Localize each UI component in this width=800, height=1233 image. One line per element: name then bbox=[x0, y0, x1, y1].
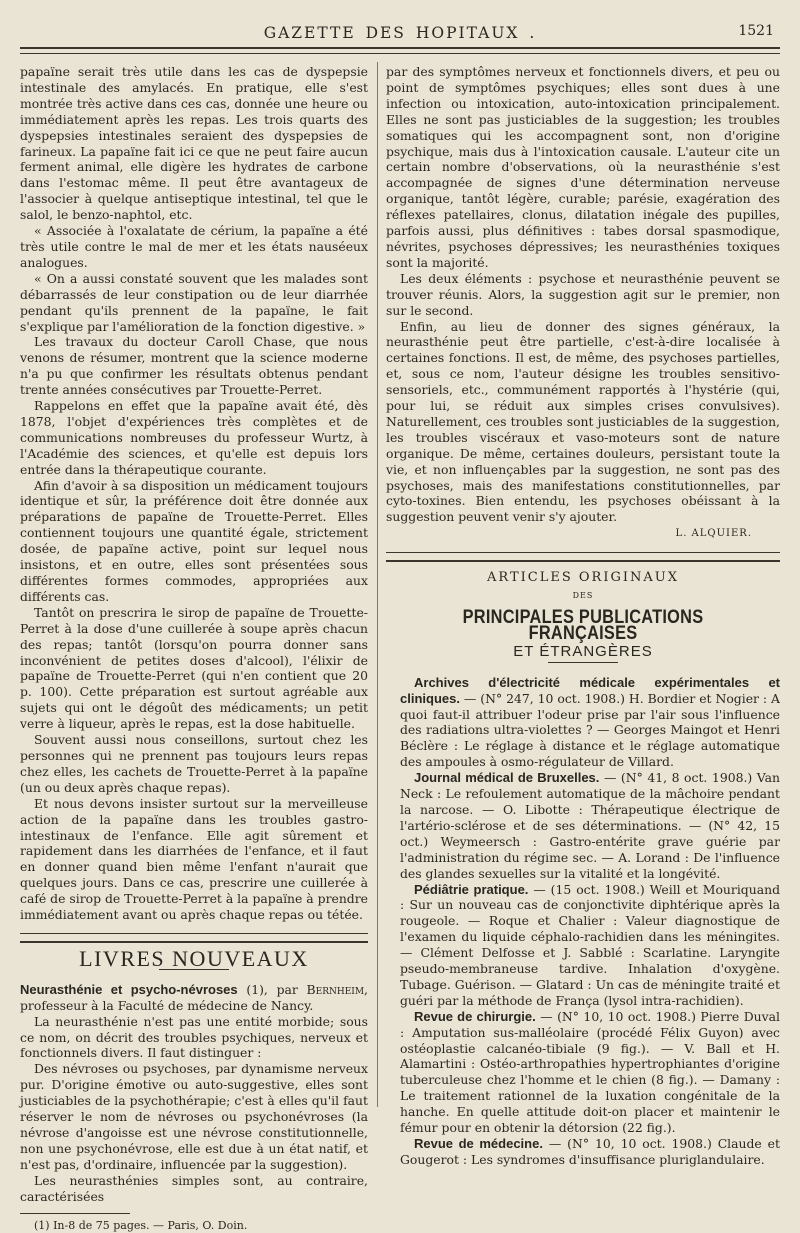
journal-name: Journal médical de Bruxelles. bbox=[414, 770, 600, 786]
book-reference bbox=[20, 982, 368, 1014]
paragraph: Afin d'avoir à sa disposition un médicament toujours identique et sûr, la préférence doit être donnée aux préparations de papaïne de Trouette-Perret. Elles contiennent toujours une quantité égale, strictement dosée, de papaïne active, point sur lequel nous insistons, et en outre, elles sont présentées sous différentes formes commodes, appropriées aux différents cas. bbox=[20, 477, 368, 604]
paragraph: Tantôt on prescrira le sirop de papaïne de Trouette-Perret à la dose d'une cuillerée à soupe après chacun des repas; tantôt (lorsqu'on pourra donner sans inconvénient de petites doses d'alcool), l'élixir de papaïne de Trouette-Perret (qui n'en contient que 20 p. 100). Cette préparation est surtout agréable aux sujets qui ont le dégoût des médicaments; un petit verre à liqueur, après le repas, est la dose habituelle. bbox=[20, 604, 368, 732]
paragraph: Enfin, au lieu de donner des signes généraux, la neurasthénie peut être partielle, c'est-à-dire localisée à certaines fonctions. Il est, de même, des psychoses partielles, et, sous ce nom, l'auteur désigne les troubles sensitivo-sensoriels, etc., communément rapportés à l'hystérie (qui, pour lui, se réduit aux simples crises convulsives). Naturellement, ces troubles sont justiciables de la suggestion, les troubles viscéraux et vaso-moteurs sont de nature organique. De même, certaines douleurs, persistant toute la vie, et non influençables par la suggestion, ne sont pas des psychoses, mais des manifestations constitutionnelles, par cyto-toxines. Bien entendu, les psychoses obéissant à la suggestion peuvent venir s'y ajouter. bbox=[386, 318, 780, 525]
paragraph: Et nous devons insister surtout sur la merveilleuse action de la papaïne dans les troubles gastro-intestinaux de l'enfance. Elle agit sûrement et rapidement dans les diarrhées de l'enfance, et il faut en donner quand bien même l'enfant n'aurait que quelques jours. Dans ce cas, prescrire une cuillerée à café de sirop de Trouette-Perret à la papaïne à prendre immédiatement avant ou après chaque repas ou tétée. bbox=[20, 795, 368, 923]
journal-name: Archives d'électricité médicale expérimentales et cliniques. bbox=[400, 674, 780, 706]
section-divider bbox=[386, 552, 780, 562]
publication-entry bbox=[386, 1009, 780, 1136]
paragraph: Des névroses ou psychoses, par dynamisme nerveux pur. D'origine émotive ou auto-suggestive, elles sont justiciables de la psychothérapie; c'est à elles qu'il faut réserver le nom de névroses ou psychonévroses (la névrose d'angoisse est une névrose constitutionnelle, non une psychonévrose, elle est due à un état natif, et n'est pas, d'ordinaire, influencée par la suggestion). bbox=[20, 1061, 368, 1172]
section-title-des: DES bbox=[572, 591, 594, 601]
paragraph: Les deux éléments : psychose et neurasthénie peuvent se trouver réunis. Alors, la suggestion agit sur le premier, non sur le second. bbox=[386, 270, 780, 318]
left-column bbox=[20, 64, 368, 1233]
entry-text: — (N° 41, 8 oct. 1908.) Van Neck : Le refoulement automatique de la mâchoire pendant la narcose. — O. Libotte : Thérapeutique électrique de l'artério-sclérose et de ses déterminations. — (N° 42, 15 oct.) Weymeersch : Gastro-entérite grave guérie par l'administration du régime sec. — A. Lorand : De l'influence des glandes sexuelles sur la vitalité et la longévité. bbox=[400, 770, 780, 881]
section-title-publications: PRINCIPALES PUBLICATIONS FRANÇAISES bbox=[462, 607, 704, 644]
entry-text: — (N° 10, 10 oct. 1908.) Pierre Duval : Amputation sus-malléolaire (procédé Félix Guyon) avec ostéoplastie calcanéo-tibiale (9 fig.). — V. Ball et H. Alamartini : Ostéo-arthropathies hypertrophiantes d'origine tuberculeuse chez l'homme et le chien (8 fig.). — Damany : Le traitement rationnel de la luxation congénitale de la hanche. En quelle attitude doit-on placer et maintenir le fémur pour en obtenir la détorsion (22 fig.). bbox=[400, 1008, 780, 1136]
publication-entry bbox=[386, 675, 780, 770]
paragraph: Rappelons en effet que la papaïne avait été, dès 1878, l'objet d'expériences très complètes et de communications nombreuses du professeur Wurtz, à l'Académie des sciences, et qu'elle est depuis lors entrée dans la thérapeutique courante. bbox=[20, 398, 368, 477]
publication-entry bbox=[386, 770, 780, 881]
paragraph: par des symptômes nerveux et fonctionnels divers, et peu ou point de symptômes psychiques; elles sont dues à une infection ou intoxication, auto-intoxication principalement. Elles ne sont pas justiciables de la suggestion; les troubles somatiques qui les accompagnent sont, non d'origine psychique, mais dus à l'intoxication causale. L'auteur cite un certain nombre d'observations, où la neurasthénie s'est accompagnée de signes d'une détermination nerveuse organique, tantôt légère, curable; parésie, exagération des réflexes patellaires, clonus, dilatation inégale des pupilles, parfois aussi, plus définitives : tabes dorsal spasmodique, névrites, psychoses dépressives; les neurasthénies toxiques sont la majorité. bbox=[386, 64, 780, 270]
header-rule bbox=[20, 47, 780, 49]
book-title: Neurasthénie et psycho-névroses bbox=[20, 981, 238, 997]
paragraph: La neurasthénie n'est pas une entité morbide; sous ce nom, on décrit des troubles psychiques, nerveux et fonctionnels divers. Il faut distinguer : bbox=[20, 1013, 368, 1061]
journal-title: GAZETTE DES HOPITAUX . bbox=[263, 24, 537, 42]
paragraph: Les neurasthénies simples sont, au contraire, caractérisées bbox=[20, 1172, 368, 1204]
paragraph: papaïne serait très utile dans les cas de dyspepsie intestinale des amylacés. En pratique, elle s'est montrée très active dans ces cas, donnée une heure ou immédiatement après les repas. Les trois quarts des dyspepsies intestinales seraient des dyspepsies de farineux. La papaïne fait ici ce que ne peut faire aucun ferment animal, elle digère les hydrates de carbone dans l'estomac même. Il peut être avantageux de l'associer à quelque antiseptique intestinal, tel que le salol, le benzo-naphtol, etc. bbox=[20, 64, 368, 223]
page-number: 1521 bbox=[738, 23, 774, 39]
section-subtitle-etrangeres: ET ÉTRANGÈRES bbox=[513, 642, 653, 660]
publication-entry bbox=[386, 882, 780, 1009]
footnote-rule bbox=[20, 1213, 130, 1214]
title-underline bbox=[548, 662, 618, 663]
paragraph: Les travaux du docteur Caroll Chase, que nous venons de résumer, montrent que la science moderne n'a pu que confirmer les résultats obtenus pendant trente années consécutives par Trouette-Perret. bbox=[20, 334, 368, 398]
journal-name: Revue de chirurgie. bbox=[414, 1008, 536, 1024]
book-rest: , professeur à la Faculté de médecine de Nancy. bbox=[20, 981, 368, 1013]
entry-text: — (15 oct. 1908.) Weill et Mouriquand : Sur un nouveau cas de conjonctivite diphtérique après la rougeole. — Roque et Chalier : Valeur diagnostique de l'examen du liquide céphalo-rachidien dans les méningites. — Clément Delfosse et J. Sabblé : Scarlatine. Laryngite pseudo-membraneuse tardive. Inhalation d'oxygène. Tubage. Guérison. — Glatard : Un cas de méningite traité et guéri par la méthode de França (lysol intra-rachidien). bbox=[400, 881, 781, 1008]
section-title-livres: LIVRES NOUVEAUX bbox=[79, 945, 309, 971]
book-author: Bernheim bbox=[306, 981, 365, 997]
section-title-articles: ARTICLES ORIGINAUX bbox=[487, 570, 679, 586]
journal-name: Pédiâtrie pratique. bbox=[414, 881, 529, 897]
section-divider bbox=[20, 933, 368, 943]
page-header bbox=[20, 22, 780, 46]
journal-name: Revue de médecine. bbox=[414, 1136, 543, 1151]
footnote: (1) In-8 de 75 pages. — Paris, O. Doin. bbox=[34, 1218, 248, 1232]
right-column bbox=[386, 64, 780, 1168]
entry-text: — (N° 247, 10 oct. 1908.) H. Bordier et Nogier : A quoi faut-il attribuer l'odeur prise par l'air sous l'influence des radiations ultra-violettes ? — Georges Maingot et Henri Béclère : Le réglage à distance et le réglage automatique des ampoules à osmo-régulateur de Villard. bbox=[400, 690, 780, 770]
paragraph: « Associée à l'oxalatate de cérium, la papaïne a été très utile contre le mal de mer et les états nauséeux analogues. bbox=[20, 223, 368, 270]
column-separator bbox=[377, 62, 378, 1107]
header-rule-thin bbox=[20, 53, 780, 54]
paragraph: « On a aussi constaté souvent que les malades sont débarrassés de leur constipation ou de leur diarrhée pendant qu'ils prennent de la papaïne, le fait s'explique par l'amélioration de la fonction digestive. » bbox=[20, 270, 368, 334]
paragraph: Souvent aussi nous conseillons, surtout chez les personnes qui ne prennent pas toujours leurs repas chez elles, les cachets de Trouette-Perret à la papaïne (un ou deux après chaque repas). bbox=[20, 732, 368, 795]
publication-entry bbox=[386, 1136, 780, 1168]
book-ref: (1), par bbox=[237, 981, 307, 997]
author-signature: L. ALQUIER. bbox=[675, 528, 752, 540]
entry-text: — (N° 10, 10 oct. 1908.) Claude et Gougerot : Les syndromes d'insuffisance pluriglandulaire. bbox=[400, 1136, 780, 1167]
